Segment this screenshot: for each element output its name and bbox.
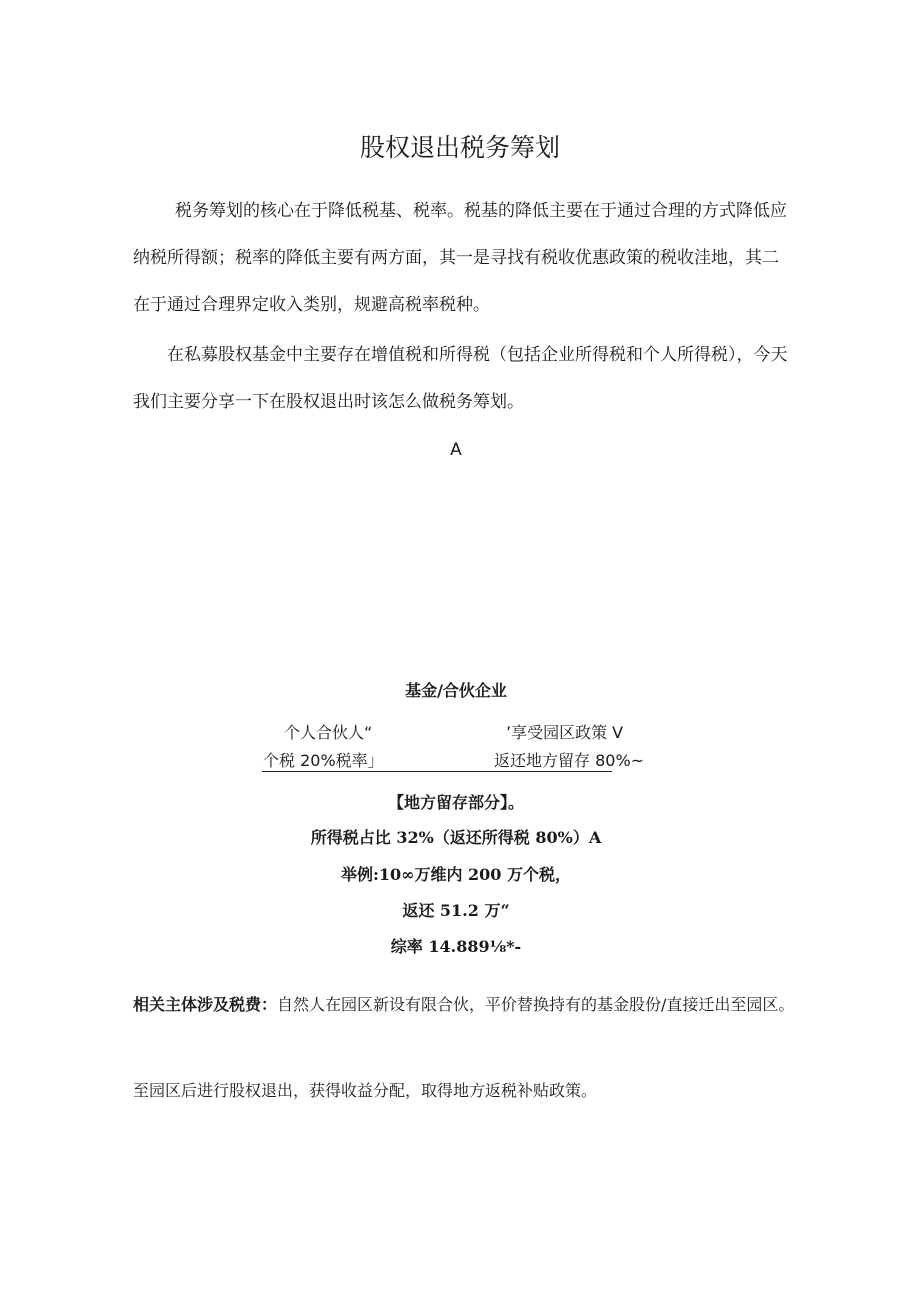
individual-tax-rate-label: 个税 20%税率」	[263, 751, 384, 770]
fund-partnership-label: 基金/合伙企业	[405, 681, 507, 700]
summary-line-effective-rate: 综率 14.889⅛*-	[390, 937, 522, 956]
related-parties-label: 相关主体涉及税费：	[133, 995, 278, 1014]
intro-paragraph-2: 在私募股权基金中主要存在增值税和所得税（包括企业所得税和个人所得税），今天我们主要分享一下在股权退出时该怎么做税务筹划。	[133, 345, 788, 412]
summary-line-example: 举例:10∞万维内 200 万个税，	[340, 865, 572, 884]
page-title: 股权退出税务筹划	[359, 133, 560, 162]
summary-line-income-tax-share: 所得税占比 32%（返还所得税 80%）A	[310, 828, 602, 847]
conclusion-paragraph: 至园区后进行股权退出，获得收益分配，取得地方返税补贴政策。	[133, 1081, 598, 1100]
related-parties-text: 自然人在园区新设有限合伙，平价替换持有的基金股份/直接迁出至园区。	[277, 995, 795, 1014]
related-parties-paragraph	[133, 990, 798, 1020]
intro-paragraph-1: 税务筹划的核心在于降低税基、税率。税基的降低主要在于通过合理的方式降低应纳税所得额；税率的降低主要有两方面，其一是寻找有税收优惠政策的税收洼地，其二在于通过合理界定收入类别，规避高税率税种。	[133, 201, 787, 315]
summary-line-refund: 返还 51.2 万“	[402, 901, 510, 920]
diagram-connector-line	[262, 771, 612, 772]
individual-partner-label: 个人合伙人“	[284, 723, 373, 742]
summary-line-local-retention: 【地方留存部分】。	[387, 793, 524, 812]
figure-marker: A	[450, 440, 462, 460]
park-policy-label: ’享受园区政策 V	[506, 723, 624, 742]
local-retention-refund-label: 返还地方留存 80%~	[494, 751, 645, 770]
